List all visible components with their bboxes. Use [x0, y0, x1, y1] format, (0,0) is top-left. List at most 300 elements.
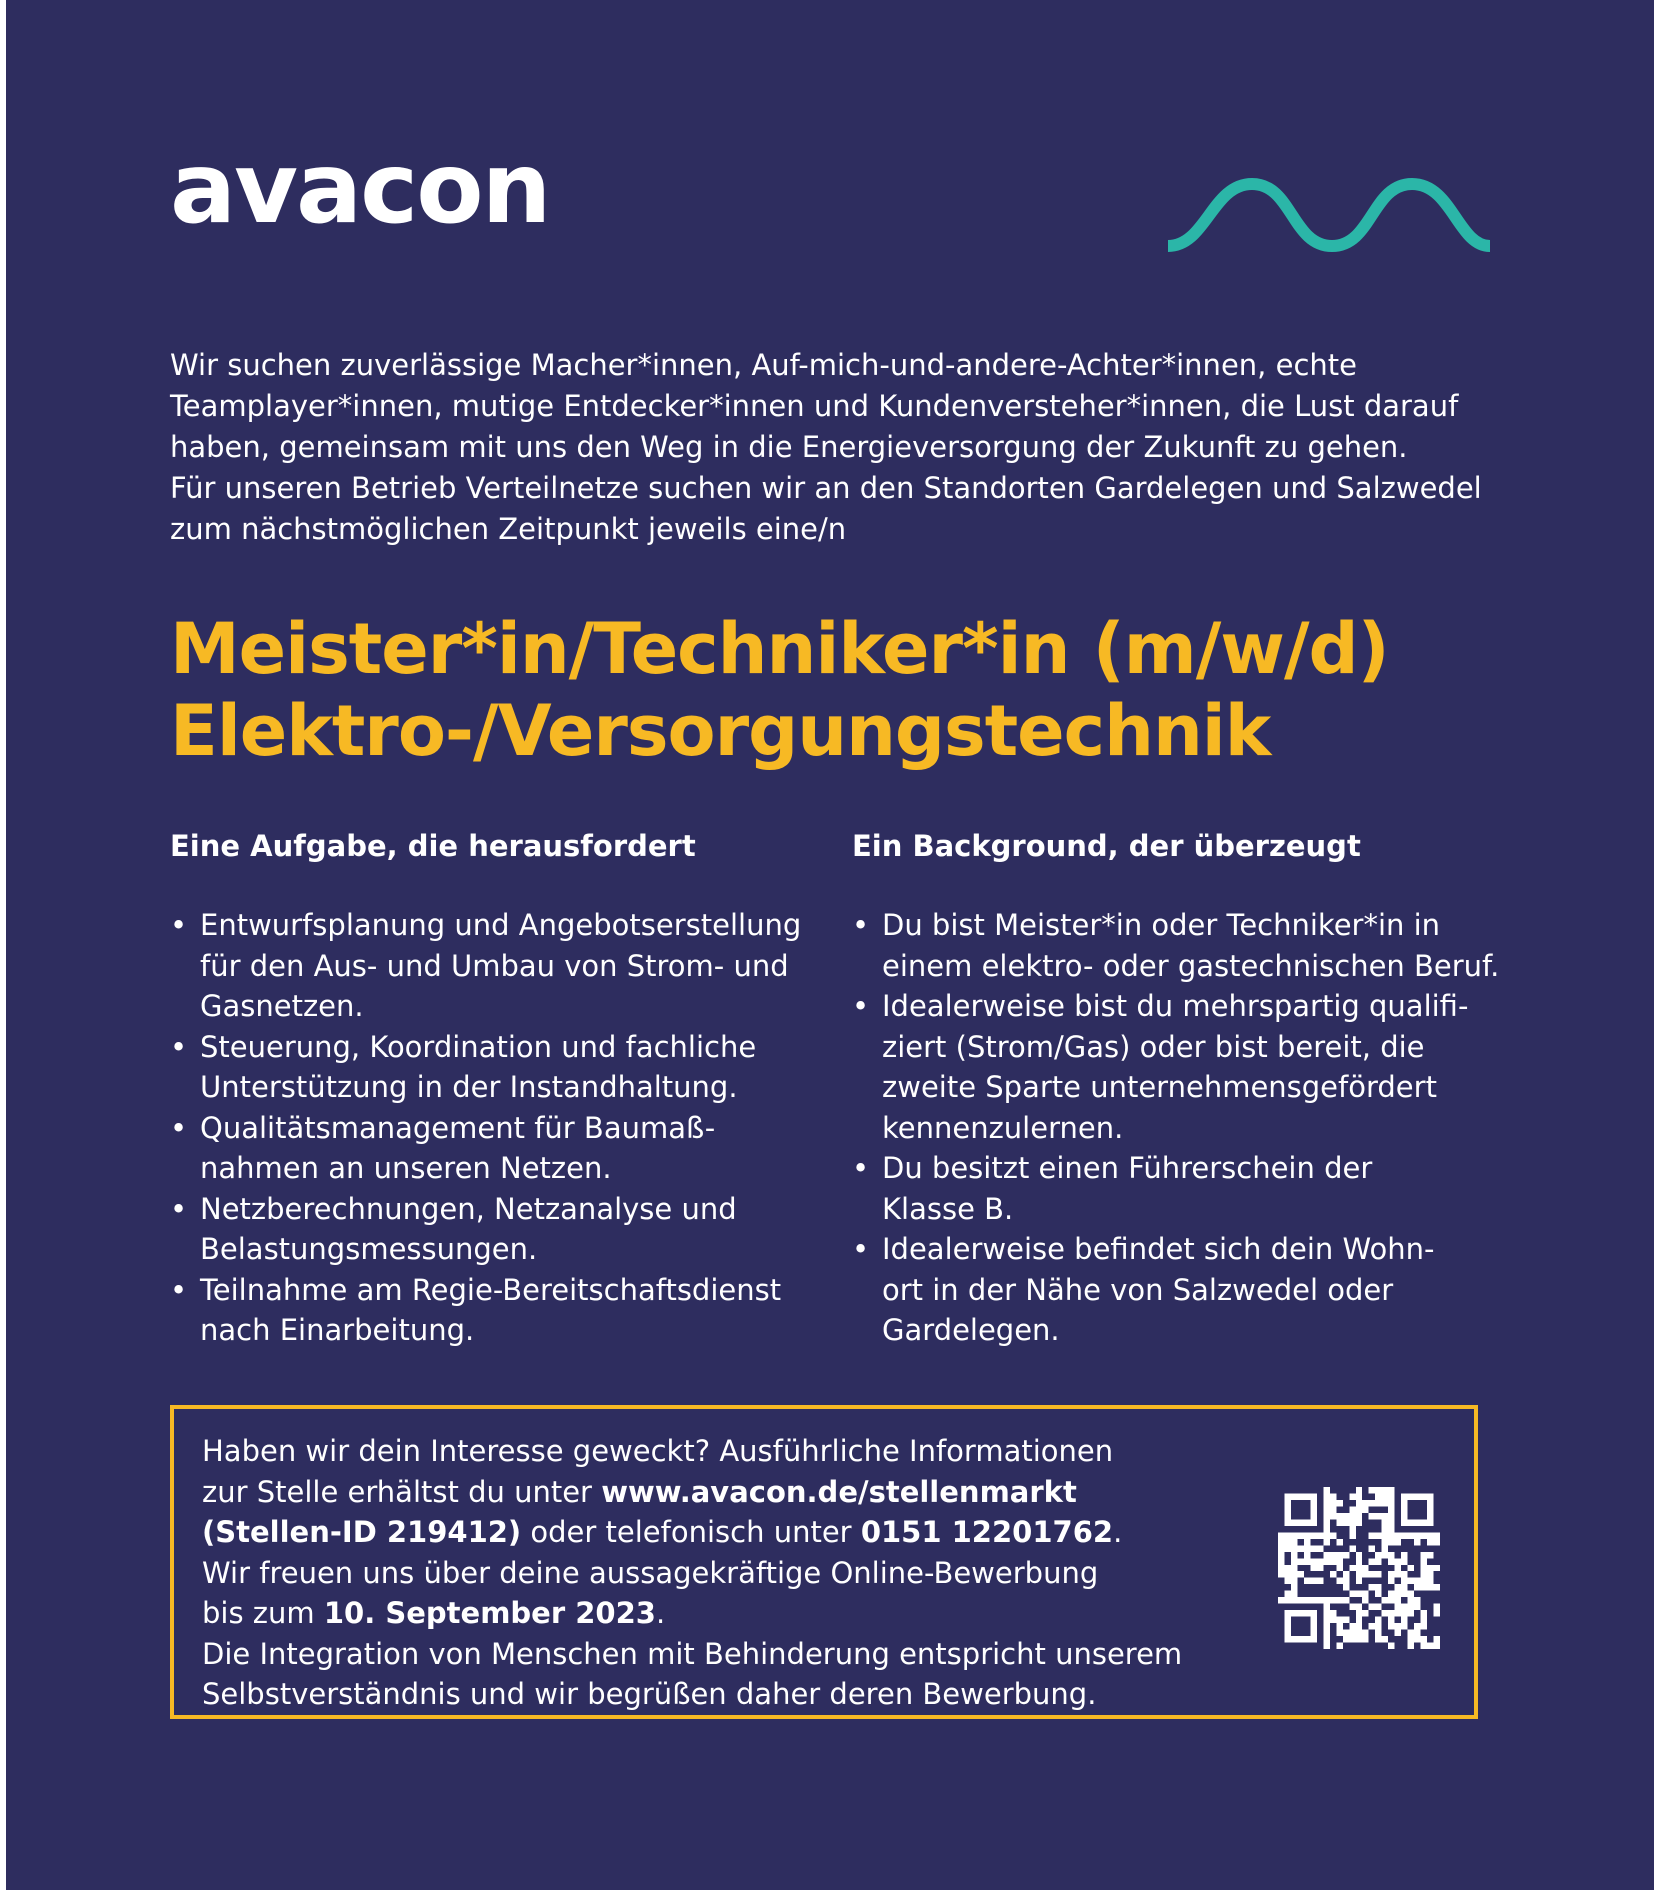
job-title-line: Meister*in/Techniker*in (m/w/d): [170, 608, 1389, 690]
qr-module: [1304, 1487, 1310, 1493]
qr-module: [1330, 1578, 1336, 1584]
list-item-text: Klasse B.: [882, 1191, 1014, 1226]
list-item-text: Idealerweise bist du mehrspartig qualifi-: [882, 989, 1469, 1023]
qr-module: [1434, 1519, 1440, 1525]
qr-module: [1369, 1493, 1375, 1499]
qr-module: [1375, 1565, 1381, 1571]
qr-module: [1278, 1519, 1284, 1525]
qr-module: [1362, 1584, 1368, 1590]
qr-module: [1408, 1506, 1414, 1512]
list-item: [170, 1027, 830, 1108]
list-item: [170, 1108, 830, 1189]
qr-module: [1395, 1493, 1401, 1499]
list-item: [852, 1229, 1512, 1351]
qr-module: [1317, 1519, 1323, 1525]
contact-text-segment: bis zum: [202, 1596, 324, 1630]
qr-module: [1330, 1565, 1336, 1571]
background-list: [852, 905, 1512, 1351]
career-url-link[interactable]: www.avacon.de/stellenmarkt: [601, 1474, 1077, 1509]
intro-line: Wir suchen zuverlässige Macher*innen, Auf-mich-und-andere-Achter*innen, echte: [170, 348, 1357, 382]
qr-module: [1421, 1604, 1427, 1610]
qr-module: [1395, 1643, 1401, 1649]
qr-module: [1434, 1493, 1440, 1499]
qr-module: [1297, 1623, 1303, 1629]
qr-module: [1401, 1630, 1407, 1636]
qr-module: [1414, 1513, 1420, 1519]
contact-text-segment: zur Stelle erhältst du unter: [202, 1474, 602, 1509]
list-item-text: Unterstützung in der Instandhaltung.: [200, 1070, 738, 1104]
qr-module: [1375, 1643, 1381, 1649]
qr-module: [1349, 1571, 1355, 1577]
qr-module: [1382, 1630, 1388, 1636]
qr-module: [1375, 1526, 1381, 1532]
qr-module: [1414, 1552, 1420, 1558]
qr-module: [1414, 1526, 1420, 1532]
qr-module: [1343, 1493, 1349, 1499]
qr-module: [1317, 1643, 1323, 1649]
qr-module: [1401, 1565, 1407, 1571]
list-item-text: Qualitätsmanagement für Baumaß-: [200, 1110, 716, 1145]
qr-module: [1343, 1623, 1349, 1629]
contact-line: [202, 1593, 1202, 1634]
qr-module: [1421, 1630, 1427, 1636]
qr-module: [1297, 1630, 1303, 1636]
qr-module: [1414, 1558, 1420, 1564]
qr-module: [1317, 1604, 1323, 1610]
qr-module: [1401, 1539, 1407, 1545]
list-item-text: Netzberechnungen, Netzanalyse und: [200, 1191, 737, 1226]
qr-module: [1434, 1623, 1440, 1629]
qr-module: [1330, 1584, 1336, 1590]
qr-module: [1330, 1623, 1336, 1629]
qr-module: [1375, 1597, 1381, 1603]
list-item-text: für den Aus- und Umbau von Strom- und: [200, 948, 789, 983]
contact-text: [202, 1431, 1202, 1715]
qr-module: [1369, 1610, 1375, 1616]
qr-module: [1278, 1604, 1284, 1610]
qr-module: [1408, 1623, 1414, 1629]
qr-module: [1395, 1617, 1401, 1623]
qr-module: [1310, 1571, 1316, 1577]
qr-module: [1375, 1578, 1381, 1584]
qr-module: [1362, 1643, 1368, 1649]
qr-module: [1343, 1526, 1349, 1532]
qr-module: [1349, 1487, 1355, 1493]
qr-module: [1284, 1604, 1290, 1610]
qr-module: [1291, 1513, 1297, 1519]
qr-module: [1414, 1617, 1420, 1623]
qr-module: [1434, 1617, 1440, 1623]
bullet-icon: •: [170, 1272, 188, 1307]
qr-module: [1375, 1506, 1381, 1512]
qr-code-icon[interactable]: [1278, 1487, 1440, 1649]
qr-module: [1343, 1604, 1349, 1610]
contact-line: [202, 1512, 1202, 1553]
qr-module: [1317, 1513, 1323, 1519]
qr-module: [1388, 1565, 1394, 1571]
qr-module: [1369, 1597, 1375, 1603]
qr-module: [1310, 1643, 1316, 1649]
qr-module: [1414, 1545, 1420, 1551]
qr-module: [1317, 1526, 1323, 1532]
qr-module: [1395, 1513, 1401, 1519]
qr-module: [1343, 1565, 1349, 1571]
qr-module: [1278, 1487, 1284, 1493]
list-item-text: ziert (Strom/Gas) oder bist bereit, die: [882, 1029, 1425, 1064]
qr-module: [1369, 1636, 1375, 1642]
qr-module: [1382, 1617, 1388, 1623]
qr-module: [1395, 1500, 1401, 1506]
qr-module: [1284, 1558, 1290, 1564]
qr-module: [1284, 1643, 1290, 1649]
bullet-icon: •: [170, 1191, 188, 1226]
qr-module: [1304, 1623, 1310, 1629]
qr-module: [1427, 1526, 1433, 1532]
qr-module: [1330, 1643, 1336, 1649]
qr-module: [1317, 1591, 1323, 1597]
qr-module: [1304, 1571, 1310, 1577]
intro-line: haben, gemeinsam mit uns den Weg in die Energieversorgung der Zukunft zu gehen.: [170, 430, 1408, 464]
qr-module: [1291, 1500, 1297, 1506]
qr-module: [1297, 1552, 1303, 1558]
qr-module: [1330, 1519, 1336, 1525]
qr-module: [1297, 1513, 1303, 1519]
qr-module: [1297, 1500, 1303, 1506]
qr-module: [1408, 1487, 1414, 1493]
qr-module: [1310, 1526, 1316, 1532]
qr-module: [1349, 1552, 1355, 1558]
qr-module: [1356, 1539, 1362, 1545]
list-item-text: nach Einarbeitung.: [200, 1313, 475, 1347]
qr-module: [1349, 1558, 1355, 1564]
background-column: [852, 826, 1512, 1351]
qr-module: [1395, 1552, 1401, 1558]
qr-module: [1349, 1584, 1355, 1590]
avacon-logo: avacon: [170, 132, 550, 246]
qr-module: [1317, 1617, 1323, 1623]
qr-module: [1408, 1571, 1414, 1577]
qr-module: [1362, 1493, 1368, 1499]
qr-module: [1434, 1597, 1440, 1603]
list-item: [852, 1148, 1512, 1229]
qr-module: [1427, 1623, 1433, 1629]
qr-module: [1310, 1487, 1316, 1493]
qr-module: [1427, 1610, 1433, 1616]
qr-module: [1304, 1500, 1310, 1506]
qr-module: [1375, 1545, 1381, 1551]
job-title: [170, 608, 1510, 772]
qr-module: [1362, 1513, 1368, 1519]
qr-module: [1356, 1545, 1362, 1551]
qr-module: [1421, 1545, 1427, 1551]
qr-module: [1297, 1617, 1303, 1623]
list-item-text: Du besitzt einen Führerschein der: [882, 1151, 1373, 1185]
qr-module: [1323, 1571, 1329, 1577]
intro-line: Für unseren Betrieb Verteilnetze suchen wir an den Standorten Gardelegen und Salzwedel: [170, 471, 1482, 505]
list-item: [852, 905, 1512, 986]
qr-module: [1291, 1623, 1297, 1629]
qr-module: [1427, 1545, 1433, 1551]
list-item-text: nahmen an unseren Netzen.: [200, 1151, 612, 1185]
qr-module: [1408, 1526, 1414, 1532]
qr-module: [1369, 1630, 1375, 1636]
qr-module: [1375, 1610, 1381, 1616]
qr-module: [1336, 1487, 1342, 1493]
qr-module: [1369, 1506, 1375, 1512]
qr-module: [1427, 1630, 1433, 1636]
list-item: [170, 905, 830, 1027]
qr-module: [1304, 1565, 1310, 1571]
qr-module: [1388, 1545, 1394, 1551]
qr-module: [1362, 1526, 1368, 1532]
qr-module: [1310, 1591, 1316, 1597]
qr-module: [1362, 1578, 1368, 1584]
qr-module: [1349, 1578, 1355, 1584]
qr-module: [1362, 1604, 1368, 1610]
list-item-text: Gardelegen.: [882, 1313, 1060, 1347]
contact-line: Haben wir dein Interesse geweckt? Ausführliche Informationen: [202, 1434, 1114, 1468]
qr-module: [1362, 1558, 1368, 1564]
qr-module: [1330, 1630, 1336, 1636]
qr-module: [1414, 1565, 1420, 1571]
qr-module: [1304, 1604, 1310, 1610]
qr-module: [1401, 1545, 1407, 1551]
qr-module: [1434, 1552, 1440, 1558]
qr-module: [1421, 1597, 1427, 1603]
qr-module: [1382, 1558, 1388, 1564]
qr-module: [1427, 1558, 1433, 1564]
qr-module: [1401, 1636, 1407, 1642]
list-item-text: ort in der Nähe von Salzwedel oder: [882, 1272, 1394, 1307]
qr-module: [1323, 1565, 1329, 1571]
qr-module: [1343, 1545, 1349, 1551]
qr-module: [1284, 1526, 1290, 1532]
qr-module: [1388, 1584, 1394, 1590]
list-item-text: einem elektro- oder gastechnischen Beruf.: [882, 948, 1500, 983]
qr-module: [1336, 1545, 1342, 1551]
qr-module: [1414, 1506, 1420, 1512]
qr-module: [1421, 1591, 1427, 1597]
qr-module: [1382, 1584, 1388, 1590]
qr-module: [1427, 1617, 1433, 1623]
qr-module: [1317, 1539, 1323, 1545]
qr-module: [1291, 1630, 1297, 1636]
qr-module: [1304, 1591, 1310, 1597]
qr-module: [1421, 1539, 1427, 1545]
qr-module: [1323, 1545, 1329, 1551]
qr-module: [1349, 1617, 1355, 1623]
qr-module: [1369, 1643, 1375, 1649]
qr-module: [1414, 1571, 1420, 1577]
qr-module: [1297, 1526, 1303, 1532]
contact-line: [202, 1472, 1202, 1513]
qr-module: [1323, 1584, 1329, 1590]
qr-module: [1317, 1584, 1323, 1590]
qr-module: [1291, 1617, 1297, 1623]
job-advertisement: [6, 0, 1654, 1890]
qr-module: [1336, 1506, 1342, 1512]
qr-module: [1343, 1500, 1349, 1506]
qr-module: [1369, 1539, 1375, 1545]
qr-module: [1362, 1519, 1368, 1525]
qr-module: [1349, 1597, 1355, 1603]
qr-module: [1401, 1643, 1407, 1649]
qr-module: [1278, 1578, 1284, 1584]
qr-module: [1330, 1604, 1336, 1610]
qr-module: [1427, 1487, 1433, 1493]
bullet-icon: •: [852, 1151, 870, 1185]
qr-module: [1317, 1630, 1323, 1636]
qr-module: [1343, 1532, 1349, 1538]
qr-module: [1421, 1506, 1427, 1512]
qr-module: [1336, 1526, 1342, 1532]
qr-module: [1349, 1643, 1355, 1649]
tasks-list: [170, 905, 830, 1351]
qr-module: [1343, 1539, 1349, 1545]
qr-module: [1375, 1539, 1381, 1545]
qr-module: [1343, 1506, 1349, 1512]
qr-module: [1362, 1623, 1368, 1629]
qr-module: [1297, 1565, 1303, 1571]
qr-module: [1427, 1597, 1433, 1603]
qr-module: [1297, 1487, 1303, 1493]
qr-module: [1297, 1643, 1303, 1649]
qr-module: [1336, 1571, 1342, 1577]
qr-module: [1421, 1513, 1427, 1519]
job-id: (Stellen-ID 219412): [202, 1515, 522, 1549]
qr-module: [1278, 1493, 1284, 1499]
qr-module: [1304, 1506, 1310, 1512]
qr-module: [1421, 1500, 1427, 1506]
list-item-text: Entwurfsplanung und Angebotserstellung: [200, 908, 802, 942]
qr-module: [1304, 1643, 1310, 1649]
contact-text-segment: .: [655, 1596, 666, 1630]
qr-module: [1317, 1493, 1323, 1499]
qr-module: [1369, 1526, 1375, 1532]
qr-module: [1278, 1630, 1284, 1636]
list-item: [852, 986, 1512, 1148]
contact-line: Selbstverständnis und wir begrüßen daher deren Bewerbung.: [202, 1677, 1097, 1711]
qr-module: [1278, 1500, 1284, 1506]
qr-module: [1356, 1584, 1362, 1590]
bullet-icon: •: [170, 1110, 188, 1145]
qr-module: [1317, 1487, 1323, 1493]
qr-module: [1382, 1623, 1388, 1629]
qr-module: [1395, 1578, 1401, 1584]
qr-module: [1362, 1487, 1368, 1493]
qr-module: [1317, 1636, 1323, 1642]
qr-module: [1310, 1584, 1316, 1590]
qr-module: [1395, 1506, 1401, 1512]
qr-module: [1362, 1545, 1368, 1551]
phone-number[interactable]: 0151 12201762: [860, 1515, 1114, 1549]
list-item-text: Gasnetzen.: [200, 989, 364, 1023]
qr-module: [1291, 1487, 1297, 1493]
qr-module: [1336, 1591, 1342, 1597]
qr-module: [1369, 1578, 1375, 1584]
qr-module: [1356, 1532, 1362, 1538]
list-item: [170, 1270, 830, 1351]
qr-module: [1414, 1591, 1420, 1597]
qr-module: [1330, 1545, 1336, 1551]
list-item-text: Steuerung, Koordination und fachliche: [200, 1029, 757, 1064]
contact-line: Die Integration von Menschen mit Behinderung entspricht unserem: [202, 1636, 1183, 1671]
qr-module: [1395, 1487, 1401, 1493]
qr-module: [1336, 1584, 1342, 1590]
qr-module: [1382, 1604, 1388, 1610]
qr-module: [1317, 1610, 1323, 1616]
bullet-icon: •: [852, 908, 870, 942]
qr-module: [1369, 1617, 1375, 1623]
list-item-text: Belastungsmessungen.: [200, 1232, 538, 1266]
contact-line: Wir freuen uns über deine aussagekräftige Online-Bewerbung: [202, 1555, 1099, 1590]
job-title-line: Elektro-/Versorgungstechnik: [170, 690, 1271, 772]
qr-module: [1382, 1565, 1388, 1571]
qr-module: [1395, 1636, 1401, 1642]
qr-module: [1343, 1610, 1349, 1616]
qr-module: [1284, 1487, 1290, 1493]
qr-module: [1330, 1636, 1336, 1642]
qr-module: [1330, 1526, 1336, 1532]
qr-module: [1414, 1500, 1420, 1506]
qr-module: [1291, 1526, 1297, 1532]
qr-module: [1349, 1500, 1355, 1506]
qr-module: [1278, 1636, 1284, 1642]
qr-module: [1362, 1617, 1368, 1623]
qr-module: [1304, 1513, 1310, 1519]
qr-module: [1278, 1610, 1284, 1616]
qr-module: [1434, 1630, 1440, 1636]
qr-module: [1427, 1591, 1433, 1597]
qr-module: [1414, 1610, 1420, 1616]
qr-module: [1278, 1617, 1284, 1623]
qr-module: [1356, 1643, 1362, 1649]
qr-module: [1278, 1506, 1284, 1512]
qr-module: [1291, 1643, 1297, 1649]
qr-module: [1434, 1545, 1440, 1551]
qr-module: [1284, 1552, 1290, 1558]
bullet-icon: •: [852, 989, 870, 1023]
list-item-text: Teilnahme am Regie-Bereitschaftsdienst: [200, 1272, 782, 1307]
qr-module: [1297, 1539, 1303, 1545]
tasks-column: [170, 826, 830, 1351]
qr-module: [1375, 1519, 1381, 1525]
qr-module: [1278, 1623, 1284, 1629]
qr-module: [1408, 1500, 1414, 1506]
qr-module: [1362, 1532, 1368, 1538]
contact-text-segment: oder telefonisch unter: [521, 1515, 861, 1549]
qr-module: [1349, 1610, 1355, 1616]
intro-line: zum nächstmöglichen Zeitpunkt jeweils eine/n: [170, 512, 847, 546]
qr-module: [1343, 1558, 1349, 1564]
qr-module: [1434, 1526, 1440, 1532]
qr-module: [1382, 1591, 1388, 1597]
intro-line: Teamplayer*innen, mutige Entdecker*innen und Kundenversteher*innen, die Lust darauf: [170, 389, 1459, 423]
intro-paragraph: [170, 345, 1510, 550]
qr-module: [1284, 1584, 1290, 1590]
bullet-icon: •: [170, 908, 188, 942]
qr-module: [1343, 1643, 1349, 1649]
qr-module: [1382, 1506, 1388, 1512]
qr-module: [1330, 1487, 1336, 1493]
qr-module: [1304, 1584, 1310, 1590]
qr-module: [1369, 1552, 1375, 1558]
qr-module: [1414, 1487, 1420, 1493]
contact-text-segment: .: [1113, 1515, 1123, 1549]
qr-module: [1356, 1597, 1362, 1603]
contact-box: [170, 1405, 1478, 1719]
qr-module: [1434, 1500, 1440, 1506]
